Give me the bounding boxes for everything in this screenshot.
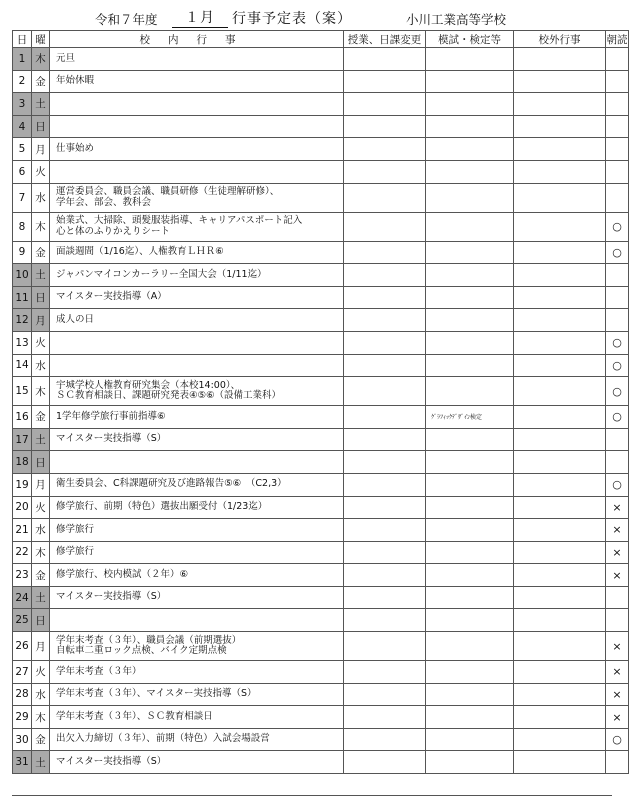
outside-event-cell — [514, 138, 606, 161]
day-cell: 10 — [13, 264, 32, 287]
dow-cell: 月 — [32, 309, 50, 332]
event-cell: 修学旅行、前期（特色）選抜出願受付（1/23迄） — [50, 496, 344, 519]
table-row — [13, 309, 629, 332]
morning-reading-cell: ○ — [606, 406, 629, 429]
class-change-cell — [344, 751, 426, 774]
class-change-cell — [344, 160, 426, 183]
day-cell: 23 — [13, 564, 32, 587]
day-cell: 11 — [13, 286, 32, 309]
outside-event-cell — [514, 609, 606, 632]
morning-reading-cell — [606, 93, 629, 116]
class-change-cell — [344, 70, 426, 93]
day-cell: 6 — [13, 160, 32, 183]
event-cell: マイスター実技指導（S） — [50, 586, 344, 609]
mock-test-cell — [426, 309, 514, 332]
outside-event-cell — [514, 183, 606, 212]
class-change-cell — [344, 406, 426, 429]
table-row — [13, 661, 629, 684]
mock-test-cell: ｸﾞﾗﾌｨｯｸﾃﾞｻﾞｲﾝ検定 — [426, 406, 514, 429]
class-change-cell — [344, 541, 426, 564]
mock-test-cell — [426, 609, 514, 632]
mock-test-cell — [426, 683, 514, 706]
header-day: 日 — [13, 31, 32, 48]
mock-test-cell — [426, 331, 514, 354]
mock-test-cell — [426, 115, 514, 138]
outside-event-cell — [514, 70, 606, 93]
outside-event-cell — [514, 451, 606, 474]
outside-event-cell — [514, 632, 606, 661]
month-label: １月 — [172, 7, 228, 28]
outside-event-cell — [514, 428, 606, 451]
dow-cell: 水 — [32, 519, 50, 542]
morning-reading-cell — [606, 609, 629, 632]
morning-reading-cell: × — [606, 683, 629, 706]
event-cell — [50, 451, 344, 474]
fiscal-year: 令和７年度 — [95, 12, 158, 27]
event-cell: 修学旅行 — [50, 541, 344, 564]
morning-reading-cell — [606, 115, 629, 138]
table-row — [13, 706, 629, 729]
event-cell — [50, 331, 344, 354]
header-morning: 朝読 — [606, 31, 629, 48]
header-row — [13, 31, 629, 48]
table-row — [13, 212, 629, 241]
event-cell — [50, 609, 344, 632]
dow-cell: 木 — [32, 212, 50, 241]
class-change-cell — [344, 564, 426, 587]
morning-reading-cell — [606, 286, 629, 309]
morning-reading-cell: ○ — [606, 377, 629, 406]
event-cell: 始業式、大掃除、頭髪服装指導、キャリアパスポート記入 心と体のふりかえりシート — [50, 212, 344, 241]
dow-cell: 日 — [32, 451, 50, 474]
outside-event-cell — [514, 541, 606, 564]
morning-reading-cell: ○ — [606, 354, 629, 377]
day-cell: 19 — [13, 473, 32, 496]
table-row — [13, 70, 629, 93]
table-row — [13, 93, 629, 116]
dow-cell: 金 — [32, 241, 50, 264]
dow-cell: 水 — [32, 354, 50, 377]
morning-reading-cell: × — [606, 564, 629, 587]
dow-cell: 日 — [32, 115, 50, 138]
outside-event-cell — [514, 496, 606, 519]
mock-test-cell — [426, 48, 514, 71]
mock-test-cell — [426, 138, 514, 161]
mock-test-cell — [426, 377, 514, 406]
table-row — [13, 138, 629, 161]
day-cell: 8 — [13, 212, 32, 241]
outside-event-cell — [514, 564, 606, 587]
class-change-cell — [344, 331, 426, 354]
class-change-cell — [344, 473, 426, 496]
day-cell: 25 — [13, 609, 32, 632]
dow-cell: 火 — [32, 661, 50, 684]
day-cell: 28 — [13, 683, 32, 706]
morning-reading-cell: ○ — [606, 241, 629, 264]
class-change-cell — [344, 138, 426, 161]
morning-reading-cell — [606, 160, 629, 183]
event-cell: 学年末考査（３年）、職員会議（前期選抜） 自転車二重ロック点検、バイク定期点検 — [50, 632, 344, 661]
footer-line — [12, 795, 612, 801]
event-cell: 宇城学校人権教育研究集会（本校14:00）、 ＳＣ教育相談日、課題研究発表④⑤⑥（設備工業科） — [50, 377, 344, 406]
event-cell: 1学年修学旅行事前指導⑥ — [50, 406, 344, 429]
outside-event-cell — [514, 473, 606, 496]
table-row — [13, 683, 629, 706]
outside-event-cell — [514, 519, 606, 542]
event-cell: 出欠入力締切（３年）、前期（特色）入試会場設営 — [50, 728, 344, 751]
table-row — [13, 451, 629, 474]
morning-reading-cell — [606, 451, 629, 474]
class-change-cell — [344, 115, 426, 138]
class-change-cell — [344, 661, 426, 684]
mock-test-cell — [426, 564, 514, 587]
class-change-cell — [344, 609, 426, 632]
outside-event-cell — [514, 160, 606, 183]
dow-cell: 金 — [32, 564, 50, 587]
dow-cell: 月 — [32, 138, 50, 161]
title-row — [0, 0, 623, 30]
dow-cell: 金 — [32, 70, 50, 93]
dow-cell: 日 — [32, 609, 50, 632]
class-change-cell — [344, 286, 426, 309]
table-row — [13, 264, 629, 287]
class-change-cell — [344, 496, 426, 519]
day-cell: 20 — [13, 496, 32, 519]
header-mock-test: 模試・検定等 — [426, 31, 514, 48]
dow-cell: 木 — [32, 48, 50, 71]
outside-event-cell — [514, 683, 606, 706]
morning-reading-cell: × — [606, 632, 629, 661]
day-cell: 7 — [13, 183, 32, 212]
event-cell: 年始休暇 — [50, 70, 344, 93]
day-cell: 17 — [13, 428, 32, 451]
morning-reading-cell: × — [606, 661, 629, 684]
outside-event-cell — [514, 377, 606, 406]
morning-reading-cell — [606, 586, 629, 609]
day-cell: 24 — [13, 586, 32, 609]
event-cell: 修学旅行 — [50, 519, 344, 542]
morning-reading-cell: × — [606, 496, 629, 519]
mock-test-cell — [426, 428, 514, 451]
schedule-table — [12, 30, 629, 774]
morning-reading-cell — [606, 428, 629, 451]
dow-cell: 土 — [32, 586, 50, 609]
outside-event-cell — [514, 706, 606, 729]
day-cell: 22 — [13, 541, 32, 564]
event-cell: マイスター実技指導（S） — [50, 428, 344, 451]
event-cell — [50, 160, 344, 183]
outside-event-cell — [514, 212, 606, 241]
dow-cell: 水 — [32, 683, 50, 706]
header-school-events: 校内行事 — [50, 31, 344, 48]
mock-test-cell — [426, 93, 514, 116]
day-cell: 18 — [13, 451, 32, 474]
morning-reading-cell — [606, 48, 629, 71]
mock-test-cell — [426, 496, 514, 519]
outside-event-cell — [514, 286, 606, 309]
event-cell: 修学旅行、校内模試（２年）⑥ — [50, 564, 344, 587]
day-cell: 21 — [13, 519, 32, 542]
event-cell: 成人の日 — [50, 309, 344, 332]
mock-test-cell — [426, 728, 514, 751]
morning-reading-cell: ○ — [606, 728, 629, 751]
event-cell: 面談週間（1/16迄）、人権教育ＬＨＲ⑥ — [50, 241, 344, 264]
outside-event-cell — [514, 93, 606, 116]
event-cell: マイスター実技指導（S） — [50, 751, 344, 774]
morning-reading-cell: ○ — [606, 331, 629, 354]
table-row — [13, 241, 629, 264]
mock-test-cell — [426, 541, 514, 564]
morning-reading-cell — [606, 309, 629, 332]
class-change-cell — [344, 241, 426, 264]
table-row — [13, 586, 629, 609]
table-row — [13, 115, 629, 138]
mock-test-cell — [426, 241, 514, 264]
class-change-cell — [344, 586, 426, 609]
dow-cell: 火 — [32, 331, 50, 354]
mock-test-cell — [426, 160, 514, 183]
table-row — [13, 609, 629, 632]
event-cell: 学年末考査（３年） — [50, 661, 344, 684]
class-change-cell — [344, 309, 426, 332]
table-row — [13, 496, 629, 519]
table-row — [13, 473, 629, 496]
mock-test-cell — [426, 706, 514, 729]
dow-cell: 木 — [32, 541, 50, 564]
event-cell: 元旦 — [50, 48, 344, 71]
table-row — [13, 377, 629, 406]
header-dow: 曜 — [32, 31, 50, 48]
dow-cell: 火 — [32, 496, 50, 519]
day-cell: 1 — [13, 48, 32, 71]
morning-reading-cell — [606, 183, 629, 212]
day-cell: 9 — [13, 241, 32, 264]
dow-cell: 木 — [32, 706, 50, 729]
outside-event-cell — [514, 264, 606, 287]
event-cell: マイスター実技指導（A） — [50, 286, 344, 309]
morning-reading-cell: × — [606, 706, 629, 729]
table-row — [13, 286, 629, 309]
header-class-change: 授業、日課変更 — [344, 31, 426, 48]
table-row — [13, 428, 629, 451]
dow-cell: 火 — [32, 160, 50, 183]
event-cell: 運営委員会、職員会議、職員研修（生徒理解研修）、 学年会、部会、教科会 — [50, 183, 344, 212]
class-change-cell — [344, 706, 426, 729]
dow-cell: 土 — [32, 93, 50, 116]
day-cell: 2 — [13, 70, 32, 93]
table-row — [13, 728, 629, 751]
table-row — [13, 751, 629, 774]
mock-test-cell — [426, 451, 514, 474]
day-cell: 31 — [13, 751, 32, 774]
table-row — [13, 331, 629, 354]
dow-cell: 月 — [32, 473, 50, 496]
class-change-cell — [344, 519, 426, 542]
mock-test-cell — [426, 751, 514, 774]
class-change-cell — [344, 264, 426, 287]
dow-cell: 金 — [32, 728, 50, 751]
dow-cell: 水 — [32, 183, 50, 212]
table-row — [13, 632, 629, 661]
day-cell: 3 — [13, 93, 32, 116]
schedule-rows — [13, 48, 629, 774]
table-row — [13, 519, 629, 542]
day-cell: 27 — [13, 661, 32, 684]
table-row — [13, 160, 629, 183]
mock-test-cell — [426, 519, 514, 542]
dow-cell: 日 — [32, 286, 50, 309]
class-change-cell — [344, 354, 426, 377]
day-cell: 16 — [13, 406, 32, 429]
morning-reading-cell — [606, 138, 629, 161]
morning-reading-cell: × — [606, 519, 629, 542]
school-name: 小川工業高等学校 — [406, 12, 507, 27]
table-row — [13, 354, 629, 377]
mock-test-cell — [426, 264, 514, 287]
day-cell: 4 — [13, 115, 32, 138]
day-cell: 15 — [13, 377, 32, 406]
morning-reading-cell: × — [606, 541, 629, 564]
event-cell: ジャパンマイコンカーラリー全国大会（1/11迄） — [50, 264, 344, 287]
event-cell: 学年末考査（３年）、ＳＣ教育相談日 — [50, 706, 344, 729]
table-row — [13, 564, 629, 587]
mock-test-cell — [426, 661, 514, 684]
day-cell: 29 — [13, 706, 32, 729]
outside-event-cell — [514, 309, 606, 332]
outside-event-cell — [514, 48, 606, 71]
dow-cell: 金 — [32, 406, 50, 429]
mock-test-cell — [426, 183, 514, 212]
dow-cell: 月 — [32, 632, 50, 661]
outside-event-cell — [514, 115, 606, 138]
mock-test-cell — [426, 473, 514, 496]
class-change-cell — [344, 377, 426, 406]
event-cell — [50, 115, 344, 138]
table-row — [13, 183, 629, 212]
outside-event-cell — [514, 241, 606, 264]
class-change-cell — [344, 48, 426, 71]
event-cell — [50, 93, 344, 116]
outside-event-cell — [514, 728, 606, 751]
mock-test-cell — [426, 586, 514, 609]
outside-event-cell — [514, 661, 606, 684]
mock-test-cell — [426, 632, 514, 661]
day-cell: 5 — [13, 138, 32, 161]
header-outside: 校外行事 — [514, 31, 606, 48]
mock-test-cell — [426, 212, 514, 241]
day-cell: 26 — [13, 632, 32, 661]
event-cell: 衛生委員会、C科課題研究及び進路報告⑤⑥ （C2,3） — [50, 473, 344, 496]
day-cell: 13 — [13, 331, 32, 354]
mock-test-cell — [426, 354, 514, 377]
dow-cell: 木 — [32, 377, 50, 406]
outside-event-cell — [514, 406, 606, 429]
outside-event-cell — [514, 354, 606, 377]
outside-event-cell — [514, 586, 606, 609]
morning-reading-cell — [606, 751, 629, 774]
mock-test-cell — [426, 70, 514, 93]
table-row — [13, 48, 629, 71]
table-row — [13, 541, 629, 564]
class-change-cell — [344, 428, 426, 451]
outside-event-cell — [514, 331, 606, 354]
table-row — [13, 406, 629, 429]
morning-reading-cell: ○ — [606, 473, 629, 496]
class-change-cell — [344, 183, 426, 212]
day-cell: 14 — [13, 354, 32, 377]
class-change-cell — [344, 451, 426, 474]
outside-event-cell — [514, 751, 606, 774]
mock-test-cell — [426, 286, 514, 309]
dow-cell: 土 — [32, 751, 50, 774]
dow-cell: 土 — [32, 264, 50, 287]
morning-reading-cell — [606, 70, 629, 93]
page-title: 行事予定表（案） — [232, 11, 352, 27]
class-change-cell — [344, 728, 426, 751]
event-cell — [50, 354, 344, 377]
morning-reading-cell: ○ — [606, 212, 629, 241]
event-cell: 仕事始め — [50, 138, 344, 161]
dow-cell: 土 — [32, 428, 50, 451]
day-cell: 12 — [13, 309, 32, 332]
day-cell: 30 — [13, 728, 32, 751]
class-change-cell — [344, 683, 426, 706]
class-change-cell — [344, 93, 426, 116]
class-change-cell — [344, 632, 426, 661]
class-change-cell — [344, 212, 426, 241]
event-cell: 学年末考査（３年）、マイスター実技指導（S） — [50, 683, 344, 706]
morning-reading-cell — [606, 264, 629, 287]
